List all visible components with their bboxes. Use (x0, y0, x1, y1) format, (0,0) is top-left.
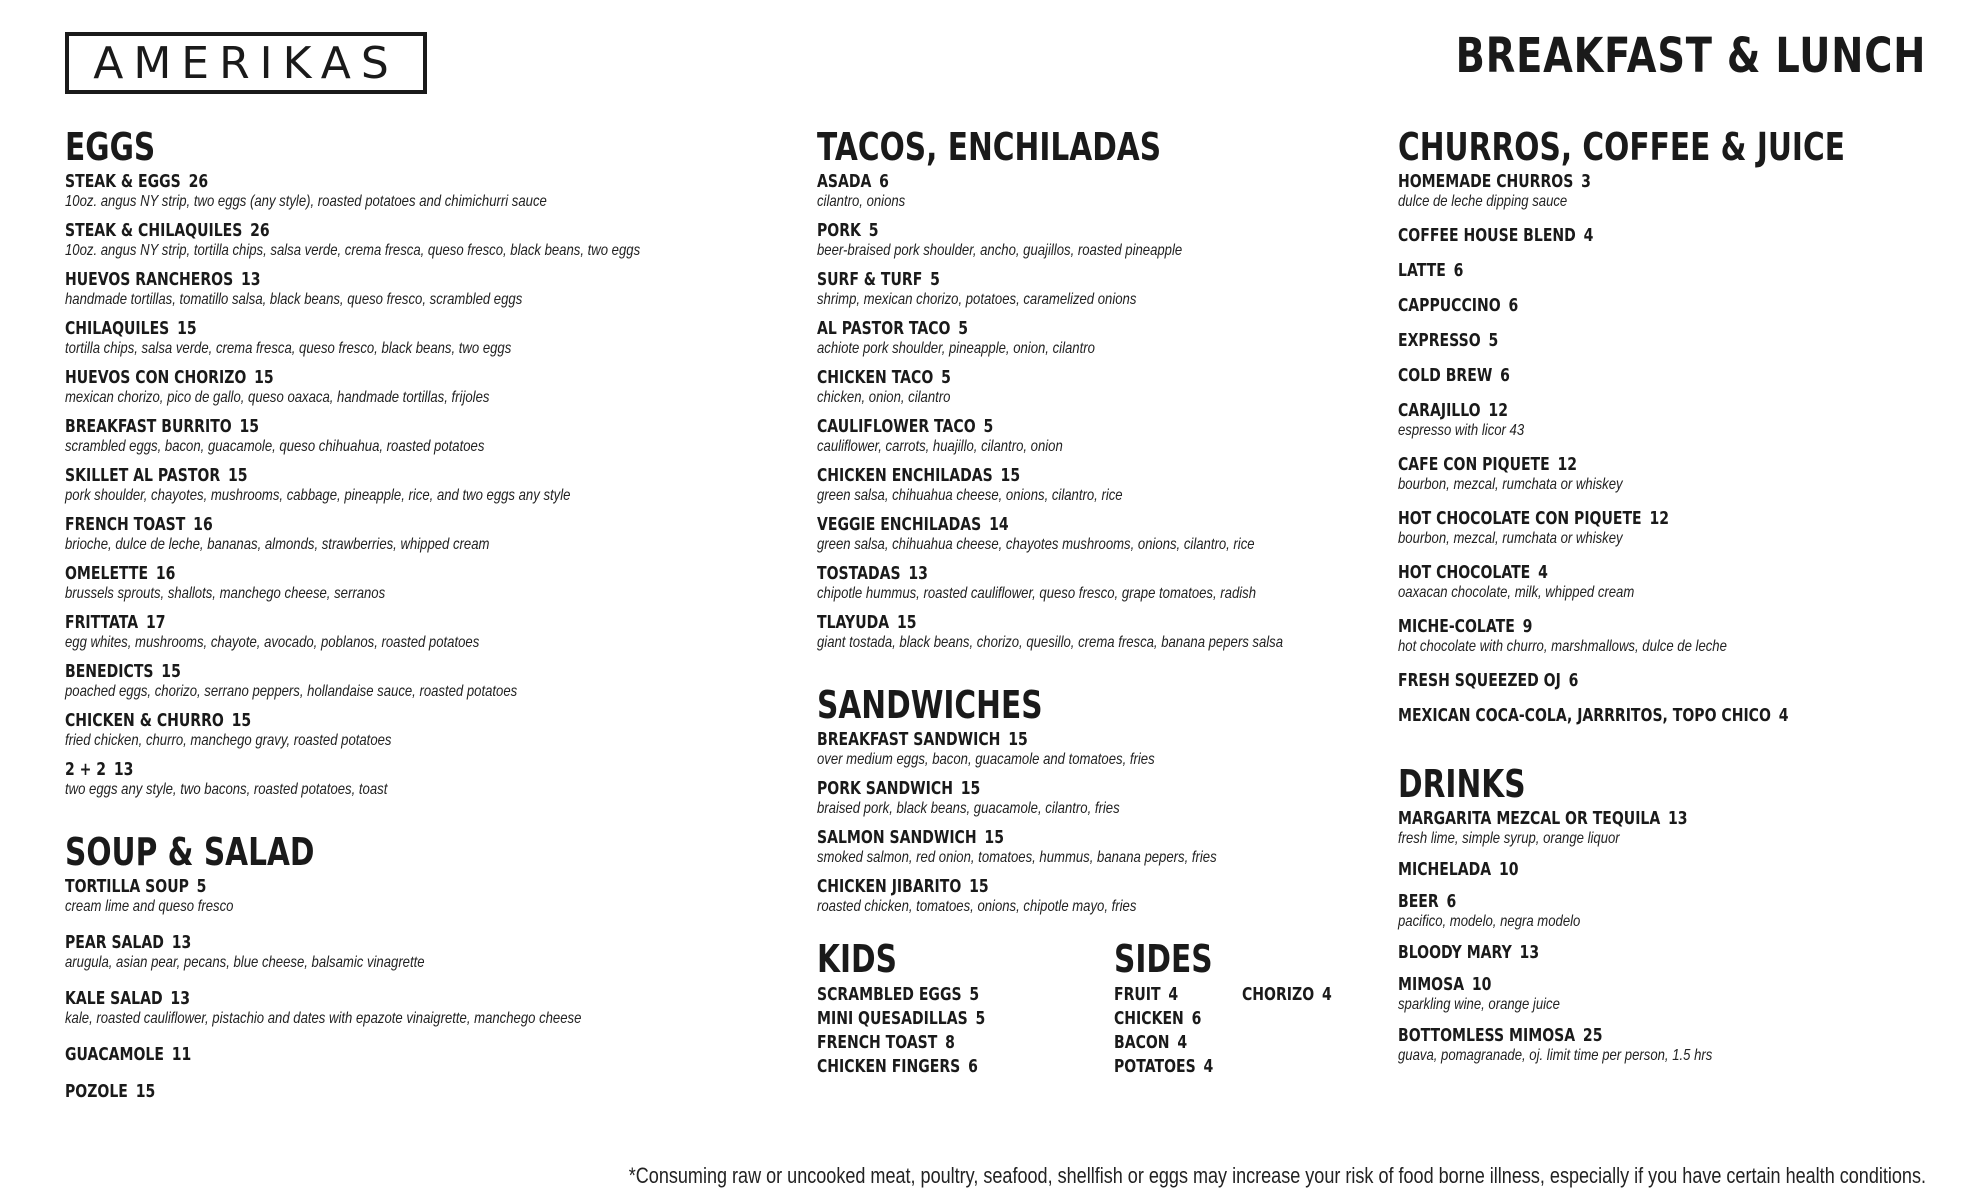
section-title-churros: CHURROS, COFFEE & JUICE (1398, 125, 1845, 169)
sides-list-left (1114, 983, 1241, 1079)
menu-item (817, 563, 1337, 603)
menu-item-name (1398, 942, 1819, 963)
menu-item (1398, 616, 1938, 656)
menu-item (817, 876, 1337, 916)
menu-item-name (1398, 616, 1819, 637)
menu-item (817, 171, 1337, 211)
item-name-text: CAFE CON PIQUETE (1398, 454, 1550, 475)
logo-text: AMERIKAS (93, 37, 399, 89)
menu-item-price: 15 (135, 1081, 156, 1102)
column-left (65, 125, 765, 1118)
menu-item-name (817, 171, 1223, 192)
menu-item-name (817, 416, 1223, 437)
menu-item-price: 15 (960, 778, 981, 799)
menu-item-price: 13 (113, 759, 134, 780)
menu-item-name (817, 563, 1223, 584)
section-title-kids: KIDS (817, 937, 897, 981)
menu-item-price: 15 (231, 710, 252, 731)
menu-item (817, 827, 1337, 867)
item-name-text: BENEDICTS (65, 661, 154, 682)
menu-item-name (1398, 365, 1819, 386)
menu-item (1398, 330, 1938, 351)
menu-item-price: 4 (1778, 705, 1789, 726)
menu-item-name (65, 612, 611, 633)
menu-item-description: fried chicken, churro, manchego gravy, roasted potatoes (65, 732, 392, 749)
menu-item-price: 6 (1568, 670, 1579, 691)
menu-item (65, 514, 765, 554)
menu-item (817, 220, 1337, 260)
menu-item-name (65, 269, 611, 290)
menu-item-price: 12 (1557, 454, 1578, 475)
churros-list (1398, 171, 1938, 726)
item-name-text: FRENCH TOAST (65, 514, 186, 535)
item-name-text: HOT CHOCOLATE (1398, 562, 1531, 583)
menu-item (65, 1044, 765, 1065)
eggs-list (65, 171, 765, 799)
menu-item-price: 5 (196, 876, 207, 897)
item-name-text: CARAJILLO (1398, 400, 1481, 421)
menu-item-price: 5 (958, 318, 969, 339)
item-name-text: CAPPUCCINO (1398, 295, 1501, 316)
item-name-text: HOT CHOCOLATE CON PIQUETE (1398, 508, 1642, 529)
menu-item (65, 465, 765, 505)
menu-item-name (1398, 400, 1819, 421)
menu-item (65, 563, 765, 603)
menu-item-name (817, 778, 1223, 799)
menu-item-name (1398, 171, 1819, 192)
menu-item-price: 5 (975, 1008, 986, 1029)
menu-item (1114, 1007, 1213, 1031)
menu-item-description: braised pork, black beans, guacamole, cilantro, fries (817, 800, 1120, 817)
menu-item (65, 220, 765, 260)
menu-item-name (1398, 859, 1819, 880)
item-name-text: STEAK & CHILAQUILES (65, 220, 243, 241)
menu-item-name (1398, 670, 1819, 691)
menu-item-price: 5 (941, 367, 951, 388)
item-name-text: CHILAQUILES (65, 318, 170, 339)
menu-item (817, 514, 1337, 554)
menu-item-name (817, 876, 1223, 897)
menu-item-description: shrimp, mexican chorizo, potatoes, caramelized onions (817, 291, 1137, 308)
menu-item-description: two eggs any style, two bacons, roasted potatoes, toast (65, 781, 388, 798)
menu-item-name (1398, 974, 1819, 995)
menu-item-description: arugula, asian pear, pecans, blue cheese, balsamic vinagrette (65, 954, 425, 971)
menu-item-description: dulce de leche dipping sauce (1398, 193, 1568, 210)
menu-item-name (1398, 260, 1819, 281)
menu-item-description: espresso with licor 43 (1398, 422, 1525, 439)
menu-item-price: 15 (969, 876, 989, 897)
menu-item-price: 6 (879, 171, 889, 192)
menu-item-price: 11 (171, 1044, 192, 1065)
menu-item-price: 10 (1471, 974, 1492, 995)
item-name-text: KALE SALAD (65, 988, 163, 1009)
menu-item-price: 16 (155, 563, 176, 584)
menu-item (1398, 171, 1938, 211)
menu-item-price: 13 (1519, 942, 1540, 963)
menu-item-description: hot chocolate with churro, marshmallows, dulce de leche (1398, 638, 1727, 655)
kids-sides (817, 937, 1337, 1097)
menu-item-name (65, 563, 611, 584)
menu-item-price: 15 (1000, 465, 1021, 486)
menu-item-name (65, 514, 611, 535)
menu-item-price: 13 (171, 932, 192, 953)
menu-item-description: cream lime and queso fresco (65, 898, 234, 915)
menu-item-price: 4 (1203, 1056, 1214, 1077)
menu-item (1242, 983, 1332, 1007)
menu-item (1398, 260, 1938, 281)
item-name-text: VEGGIE ENCHILADAS (817, 514, 982, 535)
item-name-text: STEAK & EGGS (65, 171, 181, 192)
item-name-text: SALMON SANDWICH (817, 827, 977, 848)
menu-item-name (1398, 225, 1819, 246)
item-name-text: CHICKEN JIBARITO (817, 876, 962, 897)
column-right (1398, 125, 1938, 1076)
section-title-drinks: DRINKS (1398, 762, 1526, 806)
menu-item (1398, 400, 1938, 440)
menu-item-name (65, 220, 611, 241)
item-name-text: CHICKEN ENCHILADAS (817, 465, 993, 486)
item-name-text: CHICKEN FINGERS (817, 1056, 961, 1077)
menu-item-price: 13 (908, 563, 928, 584)
menu-item-name (1398, 891, 1819, 912)
column-middle (817, 125, 1337, 1097)
item-name-text: COLD BREW (1398, 365, 1493, 386)
menu-item-description: chipotle hummus, roasted cauliflower, queso fresco, grape tomatoes, radish (817, 585, 1257, 602)
menu-item-price: 6 (1453, 260, 1464, 281)
menu-item-price: 15 (227, 465, 248, 486)
menu-item-name (1398, 808, 1819, 829)
menu-item-price: 5 (983, 416, 994, 437)
menu-item (65, 612, 765, 652)
menu-item (65, 367, 765, 407)
menu-item (1398, 705, 1938, 726)
item-name-text: MINI QUESADILLAS (817, 1008, 968, 1029)
menu-item-price: 15 (984, 827, 1004, 848)
menu-item (65, 988, 765, 1028)
item-name-text: FRESH SQUEEZED OJ (1398, 670, 1561, 691)
menu-item-name (65, 465, 611, 486)
menu-item-description: cauliflower, carrots, huajillo, cilantro, onion (817, 438, 1063, 455)
menu-item-name (65, 932, 611, 953)
item-name-text: MARGARITA MEZCAL OR TEQUILA (1398, 808, 1661, 829)
menu-item (1398, 859, 1938, 880)
menu-item (65, 416, 765, 456)
menu-item-description: 10oz. angus NY strip, tortilla chips, salsa verde, crema fresca, queso fresco, black beans, two eggs (65, 242, 641, 259)
item-name-text: BOTTOMLESS MIMOSA (1398, 1025, 1576, 1046)
item-name-text: FRITTATA (65, 612, 139, 633)
menu-item-description: 10oz. angus NY strip, two eggs (any style), roasted potatoes and chimichurri sauce (65, 193, 547, 210)
menu-item-description: achiote pork shoulder, pineapple, onion, cilantro (817, 340, 1095, 357)
menu-item-description: sparkling wine, orange juice (1398, 996, 1560, 1013)
item-name-text: AL PASTOR TACO (817, 318, 951, 339)
menu-item-price: 12 (1488, 400, 1508, 421)
menu-item-description: chicken, onion, cilantro (817, 389, 951, 406)
menu-item (1398, 670, 1938, 691)
item-name-text: SCRAMBLED EGGS (817, 984, 962, 1005)
menu-item (817, 318, 1337, 358)
menu-item (817, 729, 1337, 769)
menu-item (817, 367, 1337, 407)
item-name-text: SKILLET AL PASTOR (65, 465, 221, 486)
menu-item-name (65, 661, 611, 682)
menu-item-name (817, 827, 1223, 848)
menu-item-name (817, 465, 1223, 486)
menu-item-price: 16 (193, 514, 213, 535)
menu-item (1398, 365, 1938, 386)
menu-item-price: 6 (1446, 891, 1457, 912)
menu-item-description: pork shoulder, chayotes, mushrooms, cabbage, pineapple, rice, and two eggs any style (65, 487, 571, 504)
menu-item-description: tortilla chips, salsa verde, crema fresca, queso fresco, black beans, two eggs (65, 340, 512, 357)
menu-item-price: 15 (161, 661, 181, 682)
item-name-text: BEER (1398, 891, 1439, 912)
menu-item-name (65, 1081, 611, 1102)
item-name-text: POZOLE (65, 1081, 128, 1102)
item-name-text: CHICKEN TACO (817, 367, 934, 388)
section-title-sandwiches: SANDWICHES (817, 683, 1043, 727)
item-name-text: HUEVOS CON CHORIZO (65, 367, 247, 388)
item-name-text: SURF & TURF (817, 269, 923, 290)
menu-item-name (65, 367, 611, 388)
menu-item-name (1398, 454, 1819, 475)
menu-item-name (1398, 705, 1819, 726)
menu-item (65, 932, 765, 972)
menu-item-price: 13 (241, 269, 261, 290)
logo (65, 32, 427, 94)
menu-item (1114, 1055, 1213, 1079)
item-name-text: BLOODY MARY (1398, 942, 1512, 963)
menu-item-price: 4 (1177, 1032, 1188, 1053)
drinks-list (1398, 808, 1938, 1065)
item-name-text: PORK SANDWICH (817, 778, 953, 799)
menu-item-description: green salsa, chihuahua cheese, chayotes mushrooms, onions, cilantro, rice (817, 536, 1255, 553)
menu-item-price: 4 (1321, 984, 1332, 1005)
menu-item-description: guava, pomagranade, oj. limit time per person, 1.5 hrs (1398, 1047, 1713, 1064)
menu-item-price: 6 (1191, 1008, 1202, 1029)
menu-item-name (65, 759, 611, 780)
item-name-text: POTATOES (1114, 1056, 1196, 1077)
menu-item-description: brussels sprouts, shallots, manchego cheese, serranos (65, 585, 386, 602)
item-name-text: CHICKEN & CHURRO (65, 710, 224, 731)
menu-item-price: 15 (254, 367, 274, 388)
menu-item-name (1398, 330, 1819, 351)
menu-item (817, 778, 1337, 818)
tacos-list (817, 171, 1337, 652)
menu-item (65, 1081, 765, 1102)
item-name-text: BREAKFAST SANDWICH (817, 729, 1001, 750)
menu-item-price: 5 (868, 220, 879, 241)
menu-item (1398, 942, 1938, 963)
item-name-text: CHORIZO (1242, 984, 1315, 1005)
item-name-text: HOMEMADE CHURROS (1398, 171, 1574, 192)
menu-item-price: 25 (1582, 1025, 1603, 1046)
menu-item-name (65, 171, 611, 192)
menu-item-price: 10 (1498, 859, 1519, 880)
menu-item (65, 876, 765, 916)
menu-item-price: 4 (1538, 562, 1548, 583)
menu-item-price: 6 (1500, 365, 1510, 386)
menu-item (1398, 562, 1938, 602)
menu-item-description: kale, roasted cauliflower, pistachio and dates with epazote vinaigrette, manchego cheese (65, 1010, 582, 1027)
item-name-text: MEXICAN COCA-COLA, JARRRITOS, TOPO CHICO (1398, 705, 1771, 726)
menu-item-price: 9 (1522, 616, 1533, 637)
menu-item-price: 4 (1583, 225, 1594, 246)
menu-item-description: fresh lime, simple syrup, orange liquor (1398, 830, 1620, 847)
menu-item-price: 5 (930, 269, 940, 290)
menu-item (1398, 508, 1938, 548)
page-title: BREAKFAST & LUNCH (1455, 28, 1926, 84)
menu-item-description: green salsa, chihuahua cheese, onions, cilantro, rice (817, 487, 1123, 504)
menu-item-price: 6 (1508, 295, 1519, 316)
item-name-text: 2 + 2 (65, 759, 107, 780)
disclaimer: *Consuming raw or uncooked meat, poultry, seafood, shellfish or eggs may increase your risk of food borne illness, especially if you have certain health conditions. (628, 1163, 1926, 1188)
menu-item-price: 5 (969, 984, 980, 1005)
menu-item-description: bourbon, mezcal, rumchata or whiskey (1398, 476, 1623, 493)
menu-item (1398, 1025, 1938, 1065)
menu-item (817, 416, 1337, 456)
menu-item (1114, 983, 1213, 1007)
menu-item-price: 6 (968, 1056, 978, 1077)
menu-item (817, 612, 1337, 652)
kids-section (817, 937, 1107, 1079)
item-name-text: PEAR SALAD (65, 932, 164, 953)
menu-item-price: 17 (145, 612, 166, 633)
menu-item-description: egg whites, mushrooms, chayote, avocado, poblanos, roasted potatoes (65, 634, 480, 651)
menu-item-description: roasted chicken, tomatoes, onions, chipotle mayo, fries (817, 898, 1137, 915)
item-name-text: HUEVOS RANCHEROS (65, 269, 234, 290)
menu-item (817, 465, 1337, 505)
menu-item (1398, 891, 1938, 931)
item-name-text: LATTE (1398, 260, 1446, 281)
menu-item-description: bourbon, mezcal, rumchata or whiskey (1398, 530, 1623, 547)
menu-item-name (65, 318, 611, 339)
menu-item-name (65, 710, 611, 731)
menu-item-name (65, 416, 611, 437)
menu-item-description: pacifico, modelo, negra modelo (1398, 913, 1581, 930)
item-name-text: COFFEE HOUSE BLEND (1398, 225, 1576, 246)
item-name-text: TLAYUDA (817, 612, 890, 633)
menu-item-price: 14 (989, 514, 1009, 535)
menu-item-name (65, 876, 611, 897)
menu-item-name (817, 367, 1223, 388)
section-title-sides: SIDES (1114, 937, 1213, 981)
menu-item-name (1398, 295, 1819, 316)
menu-item-description: oaxacan chocolate, milk, whipped cream (1398, 584, 1635, 601)
menu-item-description: brioche, dulce de leche, bananas, almonds, strawberries, whipped cream (65, 536, 490, 553)
menu-item-description: scrambled eggs, bacon, guacamole, queso chihuahua, roasted potatoes (65, 438, 485, 455)
menu-item-description: handmade tortillas, tomatillo salsa, black beans, queso fresco, scrambled eggs (65, 291, 523, 308)
menu-item-name (817, 269, 1223, 290)
menu-item (817, 1055, 1043, 1079)
menu-item (65, 318, 765, 358)
menu-item-price: 15 (177, 318, 197, 339)
section-title-tacos: TACOS, ENCHILADAS (817, 125, 1162, 169)
menu-item (817, 1031, 1043, 1055)
item-name-text: CHICKEN (1114, 1008, 1184, 1029)
menu-item (65, 710, 765, 750)
item-name-text: FRENCH TOAST (817, 1032, 938, 1053)
soup-salad-list (65, 876, 765, 1102)
menu-item (817, 983, 1043, 1007)
item-name-text: OMELETTE (65, 563, 149, 584)
menu-item-name (817, 729, 1223, 750)
section-title-soup-salad: SOUP & SALAD (65, 830, 315, 874)
menu-item-description: over medium eggs, bacon, guacamole and tomatoes, fries (817, 751, 1155, 768)
menu-item (1398, 808, 1938, 848)
menu-item-name (817, 612, 1223, 633)
item-name-text: MICHELADA (1398, 859, 1492, 880)
menu-item-price: 15 (239, 416, 260, 437)
menu-item-price: 12 (1649, 508, 1670, 529)
menu-item-price: 26 (250, 220, 270, 241)
menu-item (1398, 974, 1938, 1014)
item-name-text: CAULIFLOWER TACO (817, 416, 976, 437)
item-name-text: MICHE-COLATE (1398, 616, 1515, 637)
item-name-text: PORK (817, 220, 861, 241)
item-name-text: BREAKFAST BURRITO (65, 416, 232, 437)
menu-item-price: 3 (1581, 171, 1591, 192)
menu-item-description: mexican chorizo, pico de gallo, queso oaxaca, handmade tortillas, frijoles (65, 389, 490, 406)
section-title-eggs: EGGS (65, 125, 156, 169)
menu-item-name (1398, 508, 1819, 529)
menu-item (817, 269, 1337, 309)
menu-item (1398, 454, 1938, 494)
menu-item-name (1398, 562, 1819, 583)
item-name-text: ASADA (817, 171, 872, 192)
menu-item-description: poached eggs, chorizo, serrano peppers, hollandaise sauce, roasted potatoes (65, 683, 518, 700)
menu-item-price: 13 (170, 988, 190, 1009)
menu-item-price: 8 (945, 1032, 955, 1053)
menu-item-price: 13 (1668, 808, 1688, 829)
menu-item-name (817, 514, 1223, 535)
menu-item-price: 5 (1488, 330, 1499, 351)
menu-item-name (1398, 1025, 1819, 1046)
menu-item (1398, 295, 1938, 316)
menu-item-description: smoked salmon, red onion, tomatoes, hummus, banana pepers, fries (817, 849, 1217, 866)
menu-item (1398, 225, 1938, 246)
item-name-text: TOSTADAS (817, 563, 901, 584)
item-name-text: FRUIT (1114, 984, 1161, 1005)
menu-item-price: 15 (1008, 729, 1028, 750)
kids-list (817, 983, 1107, 1079)
menu-item-price: 4 (1168, 984, 1179, 1005)
menu-item (817, 1007, 1043, 1031)
item-name-text: BACON (1114, 1032, 1170, 1053)
item-name-text: MIMOSA (1398, 974, 1465, 995)
menu-item (65, 661, 765, 701)
menu-item (65, 759, 765, 799)
menu-item-name (817, 220, 1223, 241)
sides-section (1114, 937, 1374, 1077)
sandwiches-list (817, 729, 1337, 916)
menu-item-price: 15 (896, 612, 917, 633)
menu-item-description: beer-braised pork shoulder, ancho, guajillos, roasted pineapple (817, 242, 1183, 259)
menu-item-price: 26 (188, 171, 209, 192)
menu-item-description: giant tostada, black beans, chorizo, quesillo, crema fresca, banana pepers salsa (817, 634, 1284, 651)
menu-item-name (65, 988, 611, 1009)
item-name-text: GUACAMOLE (65, 1044, 164, 1065)
item-name-text: TORTILLA SOUP (65, 876, 189, 897)
menu-item-name (817, 318, 1223, 339)
menu-item (65, 171, 765, 211)
menu-item-description: cilantro, onions (817, 193, 906, 210)
menu-item-name (65, 1044, 611, 1065)
menu-item (65, 269, 765, 309)
item-name-text: EXPRESSO (1398, 330, 1481, 351)
sides-list-right (1242, 983, 1357, 1007)
menu-item (1114, 1031, 1213, 1055)
